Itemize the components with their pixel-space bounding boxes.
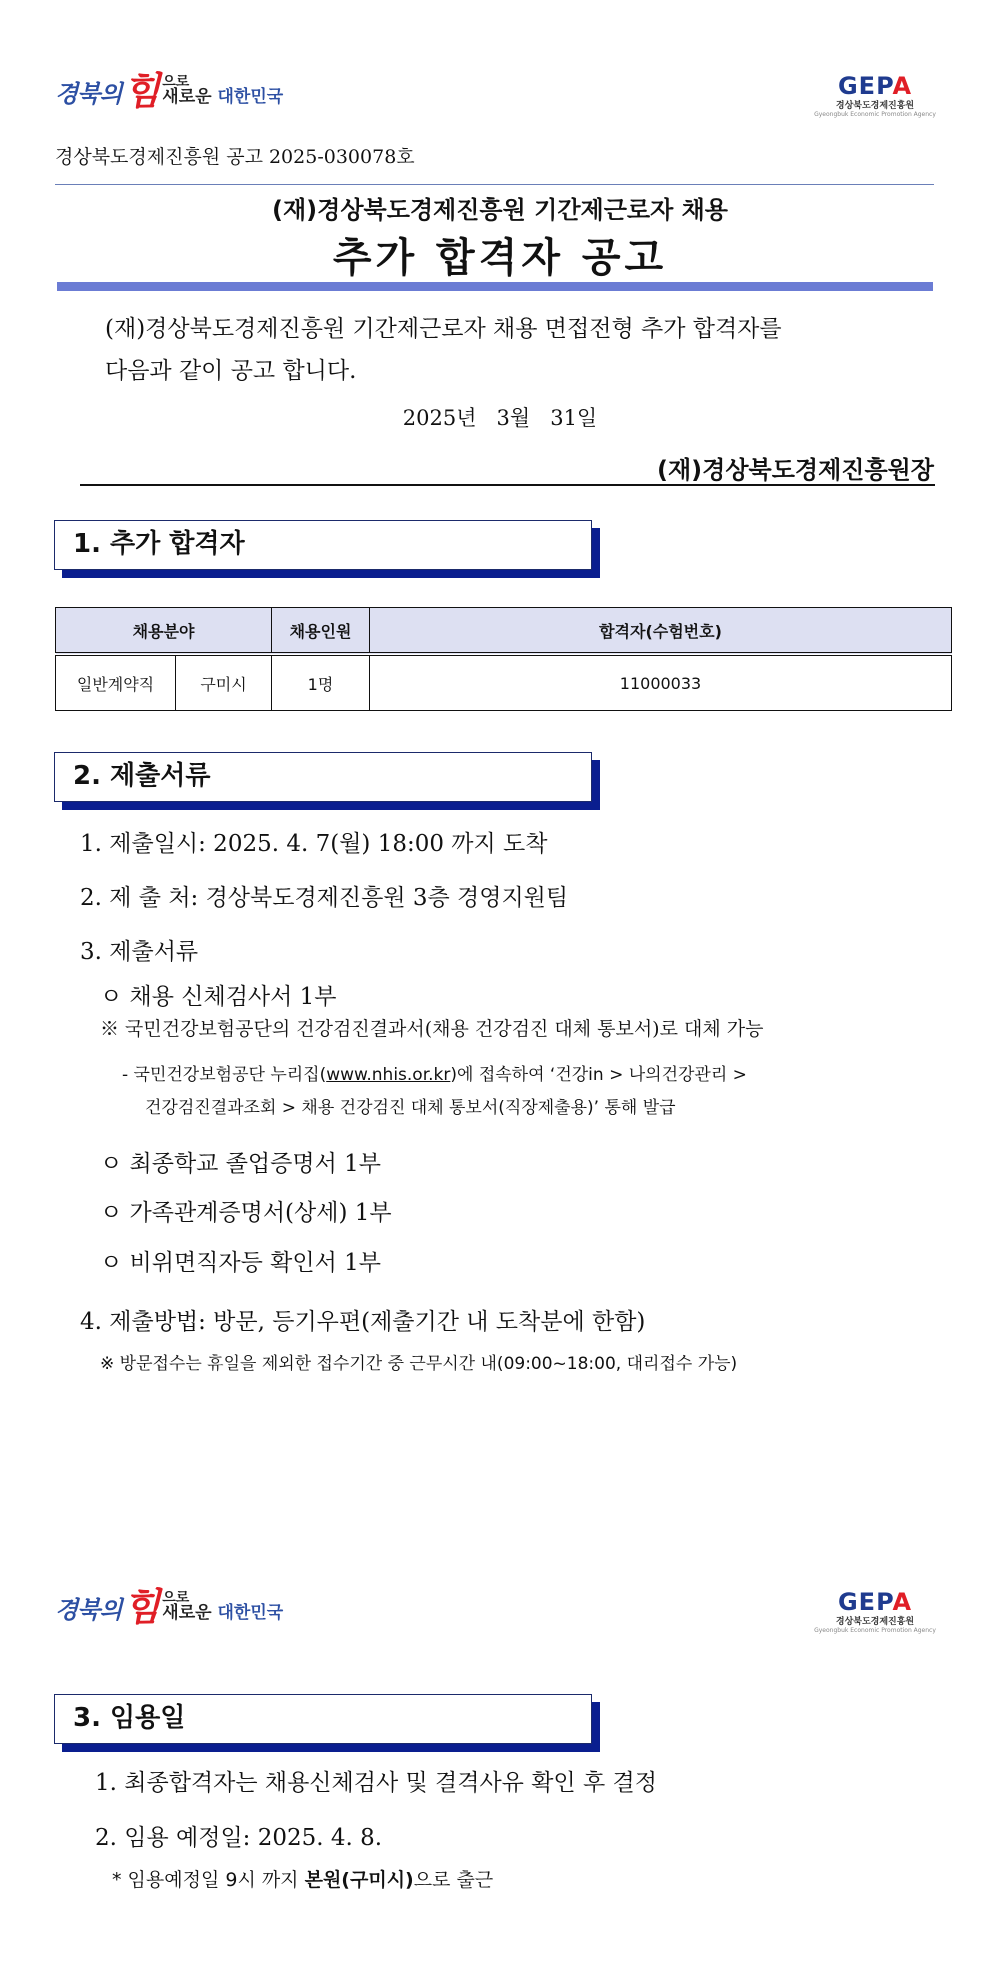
table-header-row (56, 608, 952, 655)
note-health-substitute: ※ 국민건강보험공단의 건강검진결과서(채용 건강검진 대체 통보서)로 대체 가능 (100, 1018, 764, 1040)
appointment-decision: 1. 최종합격자는 채용신체검사 및 결격사유 확인 후 결정 (95, 1770, 657, 1796)
slogan-logo: 경북의 힘 으로 새로운 대한민국 (55, 68, 284, 113)
gepa-logo: GEPA 경상북도경제진흥원 Gyeongbuk Economic Promotion Agency (814, 72, 936, 118)
section1-heading: 1. 추가 합격자 (54, 520, 592, 570)
cell-count: 1명 (272, 654, 370, 711)
table-row (56, 654, 952, 711)
doc-family: ㅇ 가족관계증명서(상세) 1부 (100, 1200, 392, 1226)
title-line2: 추가 합격자 공고 (332, 235, 668, 281)
title-line1: (재)경상북도경제진흥원 기간제근로자 채용 (272, 196, 728, 224)
submit-date: 1. 제출일시: 2025. 4. 7(월) 18:00 까지 도착 (80, 831, 548, 857)
nhis-instruction-2: 건강검진결과조회 > 채용 건강검진 대체 통보서(직장제출용)’ 통해 발급 (145, 1098, 676, 1118)
notice-date: 2025년 3월 31일 (402, 406, 598, 430)
intro-line2: 다음과 같이 공고 합니다. (105, 358, 357, 384)
appointment-date: 2. 임용 예정일: 2025. 4. 8. (95, 1825, 383, 1851)
submit-method: 4. 제출방법: 방문, 등기우편(제출기간 내 도착분에 한함) (80, 1309, 646, 1335)
nhis-instruction-1: - 국민건강보험공단 누리집(www.nhis.or.kr)에 접속하여 ‘건강in > 나의건강관리 > (122, 1065, 747, 1085)
slogan-logo-page2: 경북의 힘 으로 새로운 대한민국 (55, 1584, 284, 1629)
notice-number: 경상북도경제진흥원 공고 2025-030078호 (55, 146, 415, 168)
cell-type: 일반계약직 (56, 654, 176, 711)
signer-line (80, 484, 935, 486)
section2-heading: 2. 제출서류 (54, 752, 592, 802)
doc-graduation: ㅇ 최종학교 졸업증명서 1부 (100, 1151, 381, 1177)
cell-region: 구미시 (176, 654, 272, 711)
header-field: 채용분야 (56, 608, 272, 655)
header-count: 채용인원 (272, 608, 370, 655)
cell-exam-number: 11000033 (370, 654, 952, 711)
header-divider (55, 184, 934, 185)
doc-misconduct: ㅇ 비위면직자등 확인서 1부 (100, 1250, 381, 1276)
note-visit: ※ 방문접수는 휴일을 제외한 접수기간 중 근무시간 내(09:00~18:00, 대리접수 가능) (100, 1354, 738, 1374)
gepa-logo-page2: GEPA 경상북도경제진흥원 Gyeongbuk Economic Promotion Agency (814, 1588, 936, 1634)
doc-health-check: ㅇ 채용 신체검사서 1부 (100, 984, 337, 1010)
header-passer: 합격자(수험번호) (370, 608, 952, 655)
appointment-note: * 임용예정일 9시 까지 본원(구미시)으로 출근 (112, 1869, 494, 1891)
result-table (55, 607, 952, 711)
title-underline (57, 282, 933, 291)
nhis-link[interactable]: www.nhis.or.kr (326, 1065, 451, 1085)
submit-place: 2. 제 출 처: 경상북도경제진흥원 3층 경영지원팀 (80, 885, 569, 911)
section3-heading: 3. 임용일 (54, 1694, 592, 1744)
intro-line1: (재)경상북도경제진흥원 기간제근로자 채용 면접전형 추가 합격자를 (105, 316, 782, 342)
submit-docs-label: 3. 제출서류 (80, 939, 199, 965)
signer: (재)경상북도경제진흥원장 (657, 456, 934, 484)
